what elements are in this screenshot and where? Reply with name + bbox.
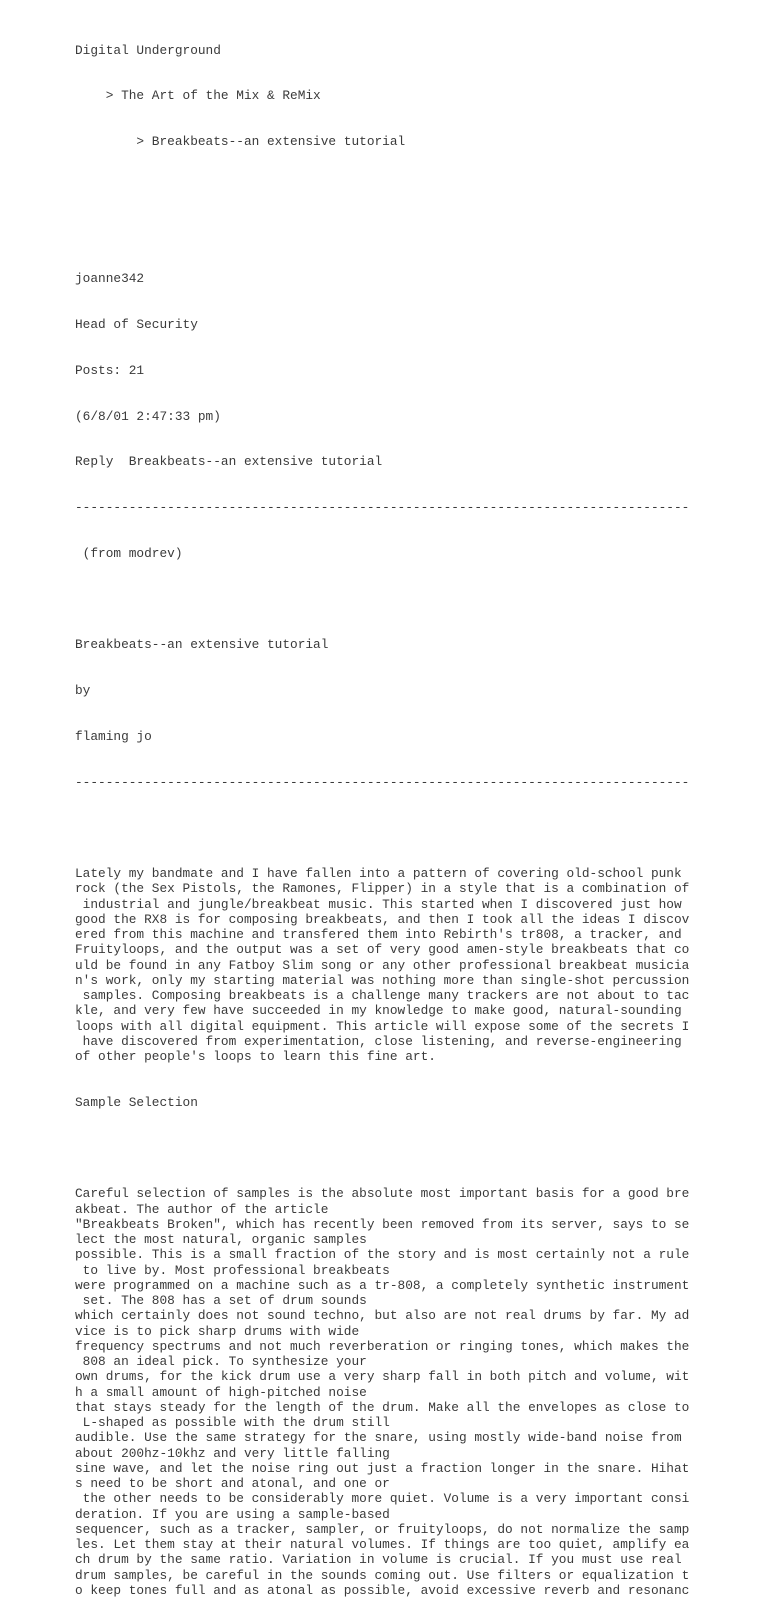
- text-line: s need to be short and atonal, and one or: [75, 1476, 390, 1491]
- text-line: to live by. Most professional breakbeats: [75, 1262, 390, 1278]
- text-line: sine wave, and let the noise ring out just a fraction longer in the snare. Hihat: [75, 1460, 690, 1476]
- spacer: [75, 180, 755, 195]
- post-author[interactable]: joanne342: [75, 271, 145, 287]
- text-line: industrial and jungle/breakbeat music. This started when I discovered just how: [75, 896, 682, 912]
- text-line: about 200hz-10khz and very little falling: [75, 1445, 390, 1461]
- text-line: ered from this machine and transfered them into Rebirth's tr808, a tracker, and: [75, 927, 682, 942]
- text-line: lect the most natural, organic samples: [75, 1232, 367, 1247]
- text-line: samples. Composing breakbeats is a challenge many trackers are not about to tac: [75, 988, 690, 1003]
- text-line: 808 an ideal pick. To synthesize your: [75, 1354, 367, 1369]
- text-line: Fruityloops, and the output was a set of very good amen-style breakbeats that co: [75, 942, 690, 958]
- text-line: that stays steady for the length of the drum. Make all the envelopes as close to: [75, 1399, 690, 1415]
- forum-post-document: [75, 12, 755, 1613]
- text-line: Careful selection of samples is the absolute most important basis for a good bre: [75, 1186, 690, 1202]
- text-line: rock (the Sex Pistols, the Ramones, Flipper) in a style that is a combination of: [75, 881, 690, 897]
- text-line: Lately my bandmate and I have fallen into a pattern of covering old-school punk: [75, 866, 682, 881]
- text-line: h a small amount of high-pitched noise: [75, 1384, 367, 1400]
- text-line: were programmed on a machine such as a tr-808, a completely synthetic instrument: [75, 1277, 690, 1293]
- post-source: (from modrev): [75, 545, 183, 561]
- text-line: of other people's loops to learn this fine art.: [75, 1049, 436, 1064]
- text-line: which certainly does not sound techno, but also are not real drums by far. My ad: [75, 1308, 690, 1324]
- post-count: Posts: 21: [75, 362, 145, 378]
- post-subject[interactable]: Reply Breakbeats--an extensive tutorial: [75, 454, 383, 470]
- text-line: kle, and very few have succeeded in my knowledge to make good, natural-sounding: [75, 1003, 682, 1019]
- divider: --------------------------------------------------------------------------------: [75, 500, 690, 515]
- text-line: ch drum by the same ratio. Variation in volume is crucial. If you must use real: [75, 1552, 682, 1568]
- post-author-role: Head of Security: [75, 317, 198, 332]
- breadcrumb-thread[interactable]: > Breakbeats--an extensive tutorial: [75, 134, 406, 149]
- text-line: o keep tones full and as atonal as possible, avoid excessive reverb and resonanc: [75, 1582, 690, 1598]
- text-line: set. The 808 has a set of drum sounds: [75, 1293, 367, 1308]
- article-author: flaming jo: [75, 728, 152, 744]
- spacer: [75, 1141, 755, 1156]
- text-line: deration. If you are using a sample-based: [75, 1506, 390, 1522]
- article-by: by: [75, 683, 91, 698]
- text-line: L-shaped as possible with the drum still: [75, 1415, 390, 1430]
- spacer: [75, 592, 755, 607]
- divider: --------------------------------------------------------------------------------: [75, 774, 690, 790]
- text-line: audible. Use the same strategy for the snare, using mostly wide-band noise from: [75, 1430, 682, 1446]
- text-line: uld be found in any Fatboy Slim song or any other professional breakbeat musicia: [75, 957, 690, 973]
- text-line: possible. This is a small fraction of the story and is most certainly not a rule: [75, 1247, 690, 1263]
- post-timestamp: (6/8/01 2:47:33 pm): [75, 408, 221, 424]
- text-line: good the RX8 is for composing breakbeats, and then I took all the ideas I discov: [75, 911, 690, 927]
- text-line: the other needs to be considerably more quiet. Volume is a very important consi: [75, 1491, 690, 1507]
- section-heading: Sample Selection: [75, 1094, 198, 1110]
- text-line: vice is to pick sharp drums with wide: [75, 1323, 360, 1339]
- breadcrumb-board[interactable]: > The Art of the Mix & ReMix: [75, 88, 321, 104]
- article-title: Breakbeats--an extensive tutorial: [75, 637, 329, 653]
- text-line: les. Let them stay at their natural volumes. If things are too quiet, amplify ea: [75, 1537, 690, 1552]
- sample-selection-paragraph: [75, 1186, 755, 1598]
- spacer: [75, 820, 755, 835]
- text-line: loops with all digital equipment. This article will expose some of the secrets I: [75, 1018, 690, 1034]
- text-line: frequency spectrums and not much reverberation or ringing tones, which makes the: [75, 1338, 690, 1354]
- spacer: [75, 226, 755, 241]
- text-line: "Breakbeats Broken", which has recently been removed from its server, says to se: [75, 1216, 690, 1232]
- text-line: own drums, for the kick drum use a very sharp fall in both pitch and volume, wit: [75, 1369, 690, 1385]
- text-line: have discovered from experimentation, close listening, and reverse-engineering: [75, 1033, 682, 1049]
- text-line: sequencer, such as a tracker, sampler, or fruityloops, do not normalize the samp: [75, 1521, 690, 1537]
- text-line: akbeat. The author of the article: [75, 1201, 329, 1217]
- intro-paragraph: [75, 866, 755, 1064]
- text-line: n's work, only my starting material was nothing more than single-shot percussion: [75, 972, 690, 988]
- text-line: drum samples, be careful in the sounds coming out. Use filters or equalization t: [75, 1567, 690, 1583]
- breadcrumb-forum[interactable]: Digital Underground: [75, 42, 221, 58]
